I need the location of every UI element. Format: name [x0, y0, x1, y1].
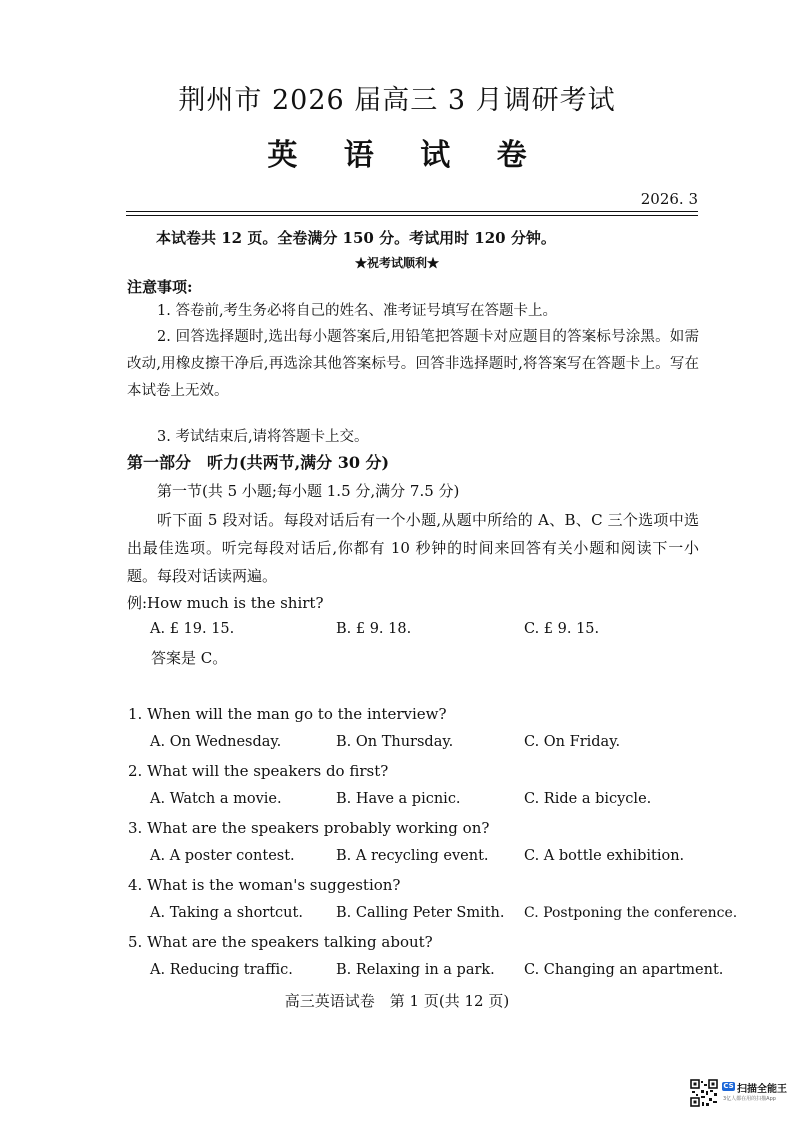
q5-option-c: C. Changing an apartment. [524, 962, 724, 978]
notice-item: 1. 答卷前,考生务必将自己的姓名、准考证号填写在答题卡上。 [157, 303, 558, 319]
notice-item: 3. 考试结束后,请将答题卡上交。 [157, 429, 369, 445]
q1-option-c: C. On Friday. [524, 734, 621, 750]
scanner-tagline: 3亿人都在用的扫描App [723, 1096, 776, 1102]
q3-option-b: B. A recycling event. [336, 848, 489, 864]
question-1: 1. When will the man go to the interview? [128, 705, 447, 723]
qr-code-icon [690, 1079, 718, 1107]
header-rule-thin [126, 215, 698, 216]
exam-date: 2026. 3 [640, 190, 698, 208]
subject-title: 英 语 试 卷 [267, 138, 545, 173]
example-option-b: B. £ 9. 18. [336, 621, 412, 637]
q1-option-b: B. On Thursday. [336, 734, 454, 750]
question-2: 2. What will the speakers do first? [128, 762, 389, 780]
scanner-brand: 扫描全能王 [737, 1084, 787, 1095]
q5-option-b: B. Relaxing in a park. [336, 962, 495, 978]
example-answer: 答案是 C。 [151, 649, 228, 667]
question-3: 3. What are the speakers probably working on? [128, 819, 490, 837]
header-rule-thick [126, 211, 698, 212]
q4-option-c: C. Postponing the conference. [524, 905, 738, 921]
q4-option-a: A. Taking a shortcut. [150, 905, 303, 921]
example-question: 例:How much is the shirt? [127, 594, 324, 612]
q3-option-c: C. A bottle exhibition. [524, 848, 685, 864]
q1-option-a: A. On Wednesday. [150, 734, 282, 750]
question-4: 4. What is the woman's suggestion? [128, 876, 401, 894]
good-luck-wish: ★祝考试顺利★ [354, 256, 439, 270]
example-option-c: C. £ 9. 15. [524, 621, 600, 637]
q3-option-a: A. A poster contest. [150, 848, 295, 864]
example-option-a: A. £ 19. 15. [150, 621, 235, 637]
q5-option-a: A. Reducing traffic. [150, 962, 293, 978]
notice-heading: 注意事项: [127, 278, 193, 296]
q4-option-b: B. Calling Peter Smith. [336, 905, 505, 921]
q2-option-c: C. Ride a bicycle. [524, 791, 652, 807]
listening-instructions: 听下面 5 段对话。每段对话后有一个小题,从题中所给的 A、B、C 三个选项中选出最佳选项。听完每段对话后,你都有 10 秒钟的时间来回答有关小题和阅读下一小题。每段对话读两遍。 [127, 511, 699, 585]
scanner-watermark [690, 1079, 787, 1107]
exam-title: 荆州市 2026 届高三 3 月调研考试 [178, 85, 616, 116]
q2-option-b: B. Have a picnic. [336, 791, 461, 807]
exam-info: 本试卷共 12 页。全卷满分 150 分。考试用时 120 分钟。 [156, 229, 556, 247]
part1-heading: 第一部分 听力(共两节,满分 30 分) [127, 453, 390, 472]
section1-heading: 第一节(共 5 小题;每小题 1.5 分,满分 7.5 分) [157, 482, 460, 500]
camscanner-logo: CS [723, 1082, 734, 1090]
page-footer: 高三英语试卷 第 1 页(共 12 页) [284, 992, 510, 1010]
notice-item: 2. 回答选择题时,选出每小题答案后,用铅笔把答题卡对应题目的答案标号涂黑。如需改动,用橡皮擦干净后,再选涂其他答案标号。回答非选择题时,将答案写在答题卡上。写在本试卷上无效。 [127, 329, 699, 399]
q2-option-a: A. Watch a movie. [150, 791, 282, 807]
question-5: 5. What are the speakers talking about? [128, 933, 433, 951]
